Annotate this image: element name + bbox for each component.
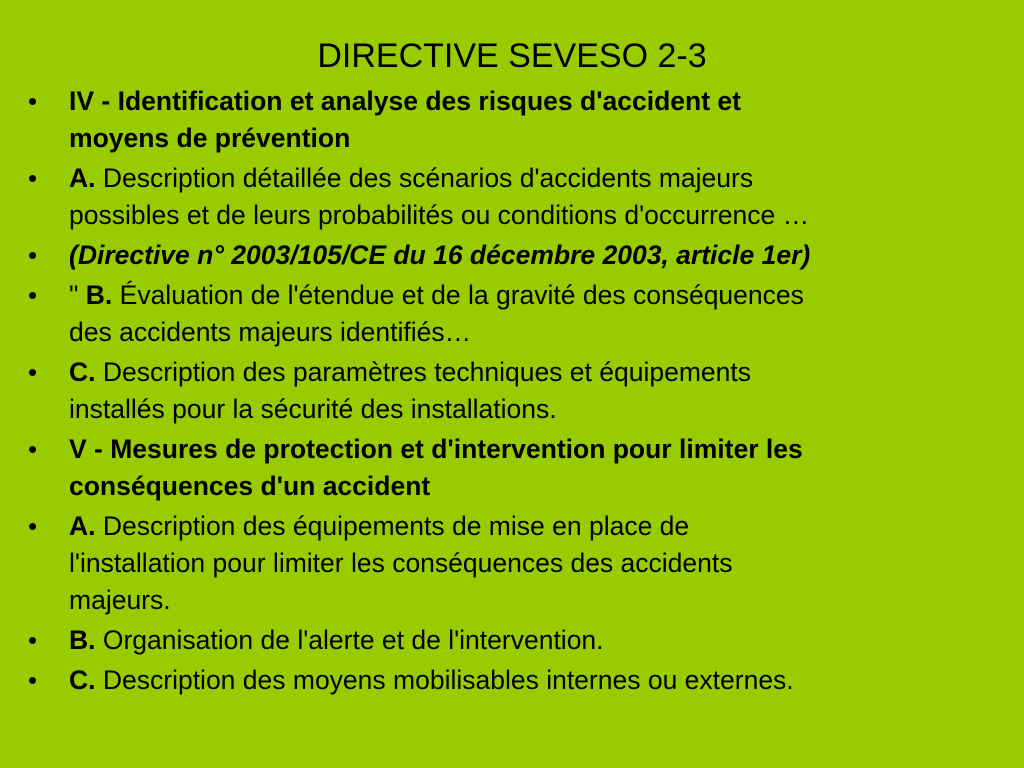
bullet-dot-icon: • xyxy=(28,665,38,695)
bullet-text-segment: conséquences d'un accident xyxy=(69,471,431,501)
bullet-text-segment: installés pour la sécurité des installations. xyxy=(69,394,557,424)
bullet-item xyxy=(0,662,1024,699)
bullet-text-segment: C. xyxy=(69,665,96,695)
bullet-dot-icon: • xyxy=(28,357,38,387)
bullet-line xyxy=(69,237,1024,274)
bullet-list xyxy=(0,83,1024,702)
bullet-text-segment: des accidents majeurs identifiés… xyxy=(69,317,472,347)
bullet-line xyxy=(69,120,1024,157)
bullet-text-segment: Organisation de l'alerte et de l'intervention. xyxy=(95,625,604,655)
bullet-text-segment: C. xyxy=(69,357,96,387)
bullet-line xyxy=(69,354,1024,391)
bullet-item xyxy=(0,160,1024,234)
bullet-line xyxy=(69,508,1024,545)
bullet-line xyxy=(69,83,1024,120)
bullet-item xyxy=(0,83,1024,157)
bullet-item xyxy=(0,622,1024,659)
bullet-text-segment: Description détaillée des scénarios d'accidents majeurs xyxy=(95,163,754,193)
bullet-text-segment: " xyxy=(69,280,86,310)
bullet-item xyxy=(0,431,1024,505)
bullet-text-segment: B. xyxy=(85,280,113,310)
bullet-text-segment: possibles et de leurs probabilités ou conditions d'occurrence … xyxy=(69,200,810,230)
bullet-line xyxy=(69,431,1024,468)
bullet-text-segment: V - Mesures de protection et d'intervention pour limiter les xyxy=(69,434,803,464)
bullet-line xyxy=(69,160,1024,197)
bullet-item xyxy=(0,277,1024,351)
bullet-text-segment: l'installation pour limiter les conséquences des accidents xyxy=(69,548,733,578)
bullet-dot-icon: • xyxy=(28,625,38,655)
bullet-item xyxy=(0,354,1024,428)
bullet-item xyxy=(0,508,1024,619)
bullet-line xyxy=(69,197,1024,234)
bullet-dot-icon: • xyxy=(28,280,38,310)
bullet-line xyxy=(69,662,1024,699)
bullet-text-segment: Description des moyens mobilisables internes ou externes. xyxy=(95,665,794,695)
bullet-dot-icon: • xyxy=(28,86,38,116)
bullet-line xyxy=(69,582,1024,619)
bullet-text-segment: Description des paramètres techniques et équipements xyxy=(95,357,751,387)
bullet-item xyxy=(0,237,1024,274)
bullet-text-segment: A. xyxy=(69,511,96,541)
bullet-dot-icon: • xyxy=(28,434,38,464)
bullet-line xyxy=(69,545,1024,582)
bullet-line xyxy=(69,314,1024,351)
bullet-text-segment: IV - Identification et analyse des risques d'accident et xyxy=(69,86,741,116)
bullet-line xyxy=(69,468,1024,505)
bullet-text-segment: A. xyxy=(69,163,96,193)
bullet-line xyxy=(69,277,1024,314)
bullet-line xyxy=(69,391,1024,428)
bullet-text-segment: majeurs. xyxy=(69,585,171,615)
bullet-text-segment: Évaluation de l'étendue et de la gravité des conséquences xyxy=(112,280,804,310)
bullet-text-segment: Description des équipements de mise en place de xyxy=(95,511,690,541)
bullet-text-segment: (Directive n° 2003/105/CE du 16 décembre 2003, article 1er) xyxy=(69,240,811,270)
bullet-dot-icon: • xyxy=(28,240,38,270)
bullet-text-segment: moyens de prévention xyxy=(69,123,351,153)
bullet-dot-icon: • xyxy=(28,163,38,193)
bullet-dot-icon: • xyxy=(28,511,38,541)
slide-title: DIRECTIVE SEVESO 2-3 xyxy=(317,37,707,75)
bullet-text-segment: B. xyxy=(69,625,96,655)
bullet-line xyxy=(69,622,1024,659)
